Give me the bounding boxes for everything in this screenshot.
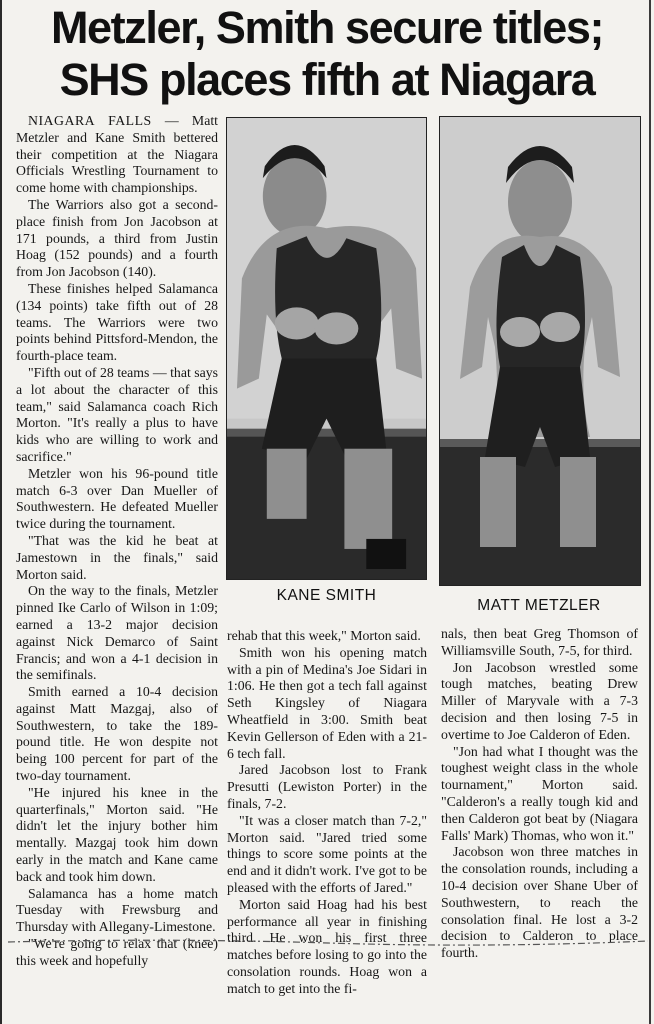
paragraph-text: — Matt Metzler and Kane Smith bettered their competition at the Niagara Officials Wrestling Tournament to come home with championships.	[16, 113, 218, 196]
article-paragraph	[16, 466, 218, 533]
dateline: NIAGARA FALLS	[28, 113, 152, 128]
article-paragraph	[441, 626, 638, 660]
paragraph-text: Smith won his opening match with a pin of Medina's Joe Sidari in 1:06. He then got a tech fall against Seth Kingsley of Niagara Wheatfield in 3:00. Smith beat Kevin Gellerson of Eden with a 21-6 tech fall.	[227, 644, 427, 761]
article-paragraph	[227, 813, 427, 897]
article-column-1	[16, 113, 218, 970]
article-column-3	[441, 626, 638, 962]
article-paragraph	[441, 744, 638, 845]
paragraph-text: "We're going to relax that (knee) this week and hopefully	[16, 936, 218, 968]
paragraph-text: Jon Jacobson wrestled some tough matches, beating Drew Miller of Maryvale with a 7-3 decision and then losing 7-5 in overtime to Joe Calderon of Eden.	[441, 659, 638, 742]
paragraph-text: Metzler won his 96-pound title match 6-3 over Dan Mueller of Southwestern. He defeated Mueller twice during the tournament.	[16, 465, 218, 532]
wrestler-silhouette-image	[227, 118, 426, 579]
paragraph-text: The Warriors also got a second-place finish from Jon Jacobson at 171 pounds, a third from Justin Hoag (152 pounds) and a fourth from Jon Jacobson (140).	[16, 196, 218, 280]
paragraph-text: rehab that this week," Morton said.	[227, 628, 421, 643]
kane-smith-caption: KANE SMITH	[276, 587, 377, 604]
article-paragraph	[16, 365, 218, 466]
paragraph-text: nals, then beat Greg Thomson of Williamsville South, 7-5, for third.	[441, 626, 638, 658]
paragraph-text: Salamanca has a home match Tuesday with Frewsburg and Thursday with Allegany-Limestone.	[16, 885, 218, 935]
paragraph-text: "Jon had what I thought was the toughest weight class in the whole tournament," Morton said. "Calderon's a really tough kid and then Calderon got beat by (Niagara Falls' Mark) Thomas, who won it."	[441, 743, 638, 843]
article-paragraph	[441, 660, 638, 744]
paragraph-text: "That was the kid he beat at Jamestown in the finals," said Morton said.	[16, 532, 218, 582]
wrestler-silhouette-image	[440, 117, 640, 585]
paragraph-text: On the way to the finals, Metzler pinned Ike Carlo of Wilson in 1:09; earned a 13-2 major decision against Nick Demarco of Saint Francis; and won a 4-1 decision in the semifinals.	[16, 583, 218, 683]
article-paragraph	[16, 533, 218, 583]
paragraph-text: Morton said Hoag had his best performance all year in finishing third. He won his first three matches before losing to go into the consolation rounds. Hoag won a match to get into the fi-	[227, 896, 427, 996]
article-paragraph	[16, 583, 218, 684]
paragraph-text: Jared Jacobson lost to Frank Presutti (Lewiston Porter) in the finals, 7-2.	[227, 762, 427, 811]
article-paragraph	[16, 113, 218, 197]
article-paragraph	[16, 785, 218, 886]
paragraph-text: Smith earned a 10-4 decision against Matt Mazgaj, also of Southwestern, to take the 189-pound title. He won despite not being 100 percent for part of the two-day tournament.	[16, 684, 218, 784]
paragraph-text: These finishes helped Salamanca (134 points) take fifth out of 28 teams. The Warriors were two points behind Pittsford-Mendon, the fourth-place team.	[16, 280, 218, 364]
kane-smith-photo	[226, 117, 427, 580]
article-paragraph	[16, 197, 218, 281]
scratch-line-mark	[8, 936, 648, 946]
matt-metzler-photo	[439, 116, 641, 586]
article-paragraph	[16, 886, 218, 936]
headline: Metzler, Smith secure titles; SHS places fifth at Niagara	[50, 2, 604, 105]
article-paragraph	[227, 897, 427, 998]
article-paragraph	[227, 645, 427, 763]
page-edge-left	[0, 0, 2, 1024]
paragraph-text: "It was a closer match than 7-2," Morton said. "Jared tried some things to score some points at the end and it didn't work. I've got to be pleased with the efforts of Jared."	[227, 812, 427, 895]
article-paragraph	[227, 762, 427, 812]
paragraph-text: "He injured his knee in the quarterfinals," Morton said. "He didn't let the injury bother him mentally. Mazgaj took him down early in the match and Kane came back and took him down.	[16, 784, 218, 884]
paragraph-text: Jacobson won three matches in the consolation rounds, including a 10-4 decision over Shane Uber of Southwestern, to reach the consolation final. He lost a 3-2 decision to Calderon to place fourth.	[441, 844, 638, 961]
article-paragraph	[16, 281, 218, 365]
article-paragraph	[16, 684, 218, 785]
article-paragraph	[227, 628, 427, 645]
paragraph-text: "Fifth out of 28 teams — that says a lot about the character of this team," said Salamanca coach Rich Morton. "It's really a plus to have kids who are willing to work and sacrifice."	[16, 364, 218, 464]
matt-metzler-caption: MATT METZLER	[477, 597, 601, 614]
